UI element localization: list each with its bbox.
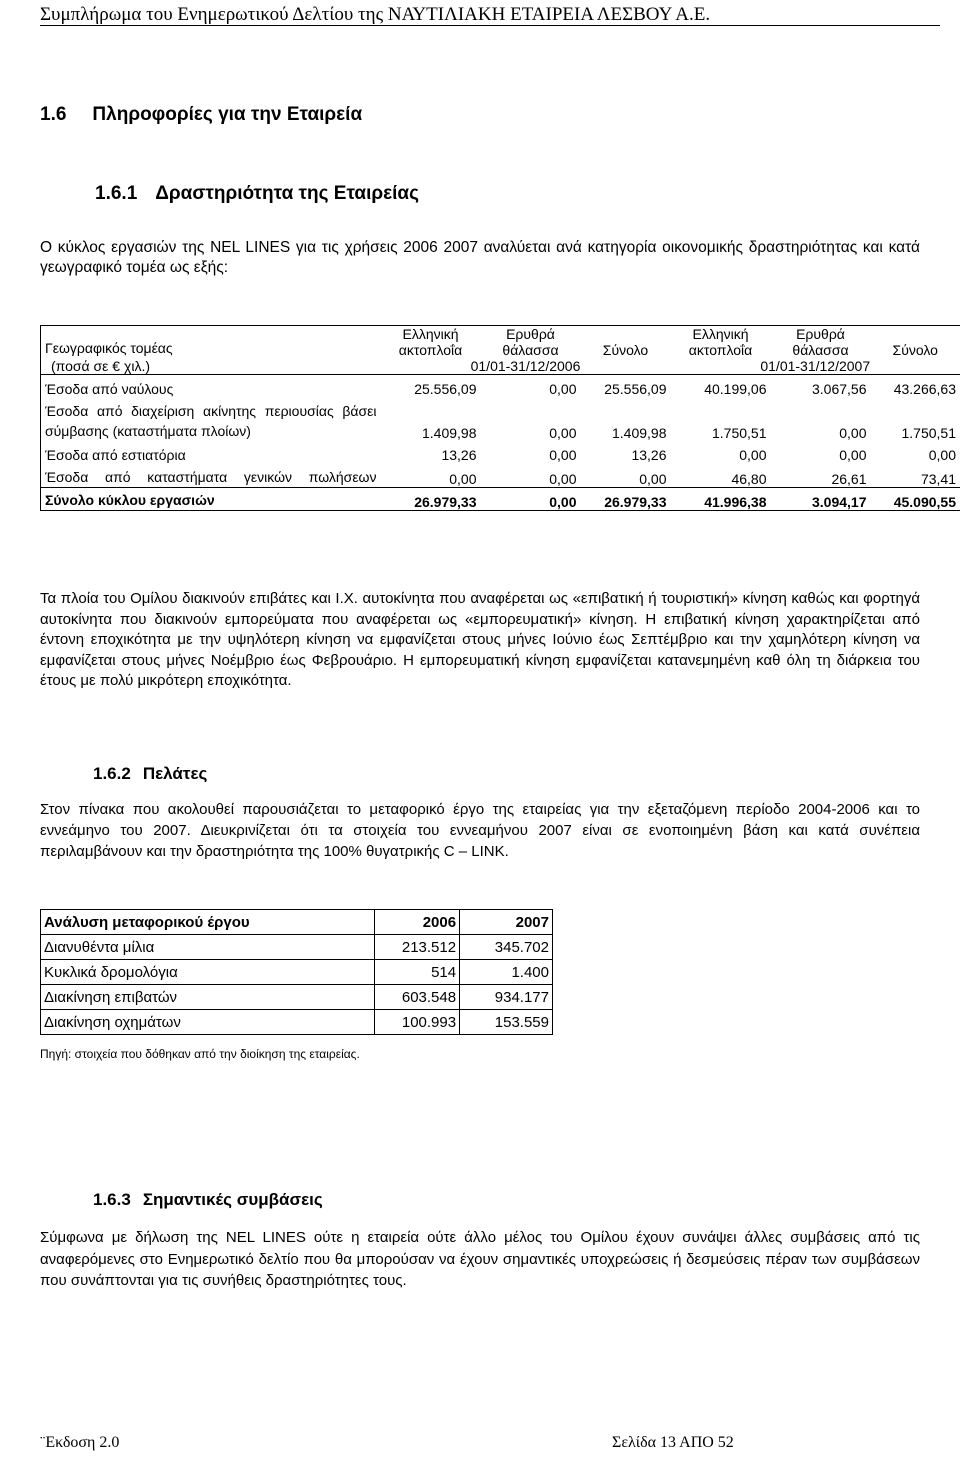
- cell-value: 46,80: [671, 463, 771, 488]
- row-label: Έσοδα από ναύλους: [45, 381, 174, 397]
- header-divider: [40, 25, 940, 26]
- cell-value: 13,26: [441, 447, 477, 463]
- cell-value: 1.750,51: [712, 425, 767, 441]
- cell-value: 26.979,33: [604, 494, 667, 510]
- table-row: [41, 375, 960, 398]
- cell-value: 3.067,56: [812, 381, 867, 397]
- cell-value: 0,00: [839, 425, 867, 441]
- cell-value: 1.400: [460, 960, 553, 985]
- cell-value: 0,00: [928, 447, 956, 463]
- section-title: Πληροφορίες για την Εταιρεία: [92, 104, 363, 125]
- traffic-paragraph: Τα πλοία του Ομίλου διακινούν επιβάτες και Ι.Χ. αυτοκίνητα που αναφέρεται ως «επιβατική ή τουριστική» κίνηση καθώς και φορτηγά αυτοκίνητα που διακινούν εμπορεύματα που αναφέρεται ως «εμπορευματική» κίνηση. Η επιβατική κίνηση χαρακτηρίζεται από έντονη εποχικότητα με την υψηλότερη κίνηση να εμφανίζεται στους μήνες Ιούνιο έως Σεπτέμβριο και την χαμηλότερη κίνηση να εμφανίζεται στους μήνες Νοέμβριο έως Φεβρουάριο. Η εμπορευματική κίνηση εμφανίζεται κατανεμημένη καθ όλη τη διάρκεια του έτους με πολύ μικρότερη εποχικότητα.: [40, 590, 920, 690]
- cell-value: 26,61: [771, 463, 871, 488]
- row-label: Έσοδα από διαχείριση ακίνητης περιουσίας βάσει σύμβασης (καταστήματα πλοίων): [45, 403, 377, 439]
- section-title: Σημαντικές συμβάσεις: [142, 1190, 323, 1209]
- cell-value: 25.556,09: [414, 381, 477, 397]
- section-title: Πελάτες: [142, 764, 208, 783]
- cell-value: 213.512: [375, 935, 460, 960]
- section-number: 1.6.1: [95, 183, 138, 204]
- footer-version: ¨Εκδοση 2.0: [40, 1434, 120, 1451]
- header-sector: Γεωγραφικός τομέας: [45, 340, 173, 356]
- cell-value: 514: [375, 960, 460, 985]
- table-row: [41, 1010, 553, 1035]
- cell-value: 0,00: [739, 447, 767, 463]
- cell-value: 345.702: [460, 935, 553, 960]
- section-1-6-3-heading: [93, 1190, 323, 1210]
- cell-value: 0,00: [549, 381, 577, 397]
- cell-value: 40.199,06: [704, 381, 767, 397]
- cell-value: 934.177: [460, 985, 553, 1010]
- cell-value: 0,00: [581, 463, 671, 488]
- table-header-row: [41, 910, 553, 935]
- cell-value: 26.979,33: [414, 494, 477, 510]
- footer-page-number: Σελίδα 13 ΑΠΟ 52: [612, 1434, 734, 1451]
- cell-value: 0,00: [549, 425, 577, 441]
- row-label: Διανυθέντα μίλια: [41, 935, 375, 960]
- cell-value: 153.559: [460, 1010, 553, 1035]
- header-red-sea-2006: Ερυθρά θάλασσα: [502, 326, 559, 358]
- cell-value: 41.996,38: [704, 494, 767, 510]
- activity-intro-paragraph: Ο κύκλος εργασιών της NEL LINES για τις χρήσεις 2006 2007 αναλύεται ανά κατηγορία οικονομικής δραστηριότητας και κατά γεωγραφικό τομέα ως εξής:: [40, 239, 920, 276]
- customers-paragraph: Στον πίνακα που ακολουθεί παρουσιάζεται το μεταφορικό έργο της εταιρείας για την εξεταζόμενη περίοδο 2004-2006 και το εννεάμηνο του 2007. Διευκρινίζεται ότι τα στοιχεία του εννεαμήνου 2007 είναι σε ενοποιημένη βάση και κατά συνέπεια περιλαμβάνουν και την δραστηριότητα της 100% θυγατρικής C – LINK.: [40, 801, 920, 860]
- cell-value: 43.266,63: [893, 381, 956, 397]
- section-number: 1.6.2: [93, 764, 131, 783]
- table-header-row: [41, 326, 960, 359]
- table-row: [41, 985, 553, 1010]
- segment-revenue-table: [40, 325, 960, 511]
- table-total-row: [41, 488, 960, 511]
- header-total-2006: Σύνολο: [602, 342, 649, 358]
- section-number: 1.6.3: [93, 1190, 131, 1209]
- header-red-sea-2007: Ερυθρά θάλασσα: [792, 326, 849, 358]
- row-label: Έσοδα από εστιατόρια: [45, 447, 186, 463]
- row-label: Διακίνηση επιβατών: [41, 985, 375, 1010]
- period-2007: 01/01-31/12/2007: [671, 358, 960, 375]
- row-label: Διακίνηση οχημάτων: [41, 1010, 375, 1035]
- contracts-paragraph: Σύμφωνα με δήλωση της NEL LINES ούτε η εταιρεία ούτε άλλο μέλος του Ομίλου έχουν συνάψει άλλες συμβάσεις από τις αναφερόμενες στο Ενημερωτικό δελτίο που θα μπορούσαν να έχουν σημαντικές υποχρεώσεις ή δεσμεύσεις πέραν των συμβάσεων που συνάπτονται για τις συνήθεις δραστηριότητες τους.: [40, 1229, 920, 1289]
- header-cell: 2006: [375, 910, 460, 935]
- cell-value: 3.094,17: [812, 494, 867, 510]
- table-source-note: Πηγή: στοιχεία που δόθηκαν από την διοίκηση της εταιρείας.: [40, 1047, 360, 1061]
- table-period-row: [41, 358, 960, 375]
- cell-value: 1.409,98: [422, 425, 477, 441]
- cell-value: 13,26: [631, 447, 667, 463]
- header-cell: 2007: [460, 910, 553, 935]
- cell-value: 0,00: [839, 447, 867, 463]
- document-header-title: Συμπλήρωμα του Ενημερωτικού Δελτίου της ΝΑΥΤΙΛΙΑΚΗ ΕΤΑΙΡΕΙΑ ΛΕΣΒΟΥ Α.Ε.: [40, 4, 711, 25]
- table-row: [41, 960, 553, 985]
- header-total-2007: Σύνολο: [892, 342, 938, 358]
- cell-value: 1.409,98: [612, 425, 667, 441]
- section-number: 1.6: [40, 104, 67, 125]
- section-title: Δραστηριότητα της Εταιρείας: [155, 183, 419, 204]
- header-cell: Ανάλυση μεταφορικού έργου: [41, 910, 375, 935]
- table-row: [41, 397, 960, 441]
- cell-value: 0,00: [381, 463, 481, 488]
- table-row: [41, 463, 960, 488]
- cell-value: 0,00: [481, 463, 581, 488]
- table-row: [41, 441, 960, 463]
- transport-work-table: [40, 909, 553, 1035]
- cell-value: 0,00: [549, 447, 577, 463]
- cell-value: 0,00: [549, 494, 577, 510]
- cell-value: 45.090,55: [893, 494, 956, 510]
- section-1-6-1-heading: [95, 183, 419, 205]
- table-row: [41, 935, 553, 960]
- header-greek-coast-2007: Ελληνική ακτοπλοΐα: [688, 326, 753, 358]
- cell-value: 100.993: [375, 1010, 460, 1035]
- section-1-6-heading: [40, 104, 362, 126]
- amounts-unit-label: (ποσά σε € χιλ.): [41, 358, 381, 375]
- row-label: Έσοδα από καταστήματα γενικών πωλήσεων: [41, 463, 381, 488]
- section-1-6-2-heading: [93, 764, 207, 784]
- header-greek-coast-2006: Ελληνική ακτοπλοΐα: [398, 326, 463, 358]
- row-label: Σύνολο κύκλου εργασιών: [45, 492, 215, 508]
- row-label: Κυκλικά δρομολόγια: [41, 960, 375, 985]
- period-2006: 01/01-31/12/2006: [381, 358, 671, 375]
- cell-value: 73,41: [871, 463, 960, 488]
- cell-value: 603.548: [375, 985, 460, 1010]
- cell-value: 1.750,51: [901, 425, 956, 441]
- cell-value: 25.556,09: [604, 381, 667, 397]
